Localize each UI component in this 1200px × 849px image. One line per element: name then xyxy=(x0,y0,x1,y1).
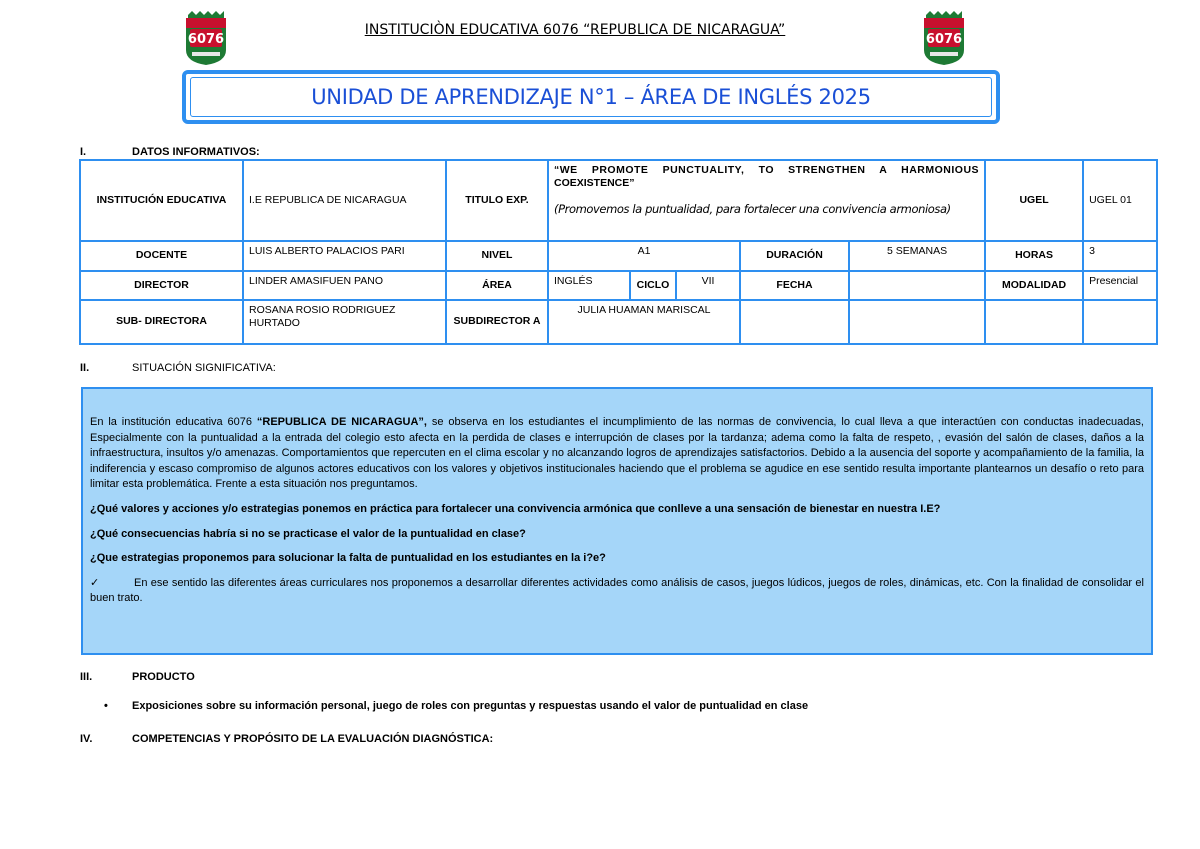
question-1: ¿Qué valores y acciones y/o estrategias ponemos en práctica para fortalecer una convivencia armónica que conlleve a una sensación de bienestar en nuestra I.E? xyxy=(90,503,941,516)
horas-label: HORAS xyxy=(985,241,1083,271)
fecha-value xyxy=(849,271,985,300)
institucion-label: INSTITUCIÓN EDUCATIVA xyxy=(80,160,243,241)
section-title: COMPETENCIAS Y PROPÓSITO DE LA EVALUACIÓN DIAGNÓSTICA: xyxy=(132,733,494,745)
section-number: II. xyxy=(80,362,90,374)
subdirectora2-value: JULIA HUAMAN MARISCAL xyxy=(548,300,740,344)
unit-banner xyxy=(182,70,1000,124)
situacion-intro: En la institución educativa 6076 xyxy=(90,416,257,428)
subdirectora2-label: SUBDIRECTOR A xyxy=(446,300,548,344)
duracion-label: DURACIÓN xyxy=(740,241,849,271)
empty-cell xyxy=(849,300,985,344)
question-3: ¿Que estrategias proponemos para solucionar la falta de puntualidad en los estudiantes en la i?e? xyxy=(90,552,606,565)
empty-cell xyxy=(1083,300,1157,344)
situacion-text xyxy=(90,415,1144,493)
bullet-icon: • xyxy=(104,700,108,712)
section-number: IV. xyxy=(80,733,93,745)
empty-cell xyxy=(740,300,849,344)
producto-item xyxy=(104,700,808,712)
table-row xyxy=(80,271,1157,300)
closing-body: En ese sentido las diferentes áreas curriculares nos proponemos a desarrollar diferentes actividades como análisis de casos, juegos lúdicos, juegos de roles, dinámicas, etc. Con la finalidad de consolidar el buen trato. xyxy=(90,576,1144,605)
director-value: LINDER AMASIFUEN PANO xyxy=(243,271,446,300)
titulo-label: TITULO EXP. xyxy=(446,160,548,241)
nivel-label: NIVEL xyxy=(446,241,548,271)
titulo-main-line2: COEXISTENCE” xyxy=(554,177,635,190)
subdirectora-value: ROSANA ROSIO RODRIGUEZ HURTADO xyxy=(243,300,446,344)
section-1-heading xyxy=(80,146,260,158)
closing-text xyxy=(90,576,1144,607)
section-number: I. xyxy=(80,146,87,158)
table-row xyxy=(80,241,1157,271)
situacion-body: se observa en los estudiantes el incumplimiento de las normas de convivencia, lo cual lleva a que interactúen con conductas inadecuadas, Especialmente con la puntualidad a la entrada del colegio esto afecta en la perdida de clases e interrupción de clases por la tardanza; adema como la falta de respeto, , evasión del salón de clases, daños a la infraestructura, insultos y/o amenazas. Comportamientos que repercuten en el clima escolar y no alcanzando logros de aprendizajes satisfactorios. Debido a la ausencia del soporte y acompañamiento de la familia, la indiferencia y escaso compromiso de algunos actores educativos con los valores y objetivos institucionales haciendo que el problema se agudice en ese sentido resulta importante plantearnos un desafío o reto para limitar esta problemática. Frente a esta situación nos preguntamos. xyxy=(90,416,1144,491)
titulo-subtitle: (Promovemos la puntualidad, para fortalecer una convivencia armoniosa) xyxy=(554,202,951,217)
section-title: PRODUCTO xyxy=(132,671,195,683)
question-2: ¿Qué consecuencias habría si no se practicase el valor de la puntualidad en clase? xyxy=(90,527,526,540)
section-title: DATOS INFORMATIVOS: xyxy=(132,146,260,158)
ugel-value: UGEL 01 xyxy=(1083,160,1157,241)
section-2-heading xyxy=(80,362,276,374)
section-3-heading xyxy=(80,671,195,683)
datos-informativos-table xyxy=(79,159,1158,345)
school-logo-right xyxy=(922,10,966,66)
checkmark-icon: ✓ xyxy=(90,576,100,589)
producto-text: Exposiciones sobre su información personal, juego de roles con preguntas y respuestas usando el valor de puntualidad en clase xyxy=(132,700,809,712)
titulo-cell xyxy=(548,160,985,241)
ugel-label: UGEL xyxy=(985,160,1083,241)
situacion-panel xyxy=(81,387,1153,655)
logo-number: 6076 xyxy=(187,32,225,47)
ciclo-label: CICLO xyxy=(630,271,676,300)
ciclo-value: VII xyxy=(676,271,740,300)
modalidad-label: MODALIDAD xyxy=(985,271,1083,300)
fecha-label: FECHA xyxy=(740,271,849,300)
section-4-heading xyxy=(80,733,493,745)
duracion-value: 5 SEMANAS xyxy=(849,241,985,271)
section-number: III. xyxy=(80,671,93,683)
empty-cell xyxy=(985,300,1083,344)
director-label: DIRECTOR xyxy=(80,271,243,300)
section-title: SITUACIÓN SIGNIFICATIVA: xyxy=(132,362,276,374)
unit-banner-inner xyxy=(190,77,992,117)
table-row xyxy=(80,160,1157,241)
institucion-value: I.E REPUBLICA DE NICARAGUA xyxy=(243,160,446,241)
nivel-value: A1 xyxy=(548,241,740,271)
unit-banner-title: UNIDAD DE APRENDIZAJE N°1 – ÁREA DE INGLÉS 2025 xyxy=(311,85,871,109)
horas-value: 3 xyxy=(1083,241,1157,271)
modalidad-value: Presencial xyxy=(1083,271,1157,300)
docente-label: DOCENTE xyxy=(80,241,243,271)
institution-title: INSTITUCIÒN EDUCATIVA 6076 “REPUBLICA DE NICARAGUA” xyxy=(364,22,786,38)
titulo-main-line1: “WE PROMOTE PUNCTUALITY, TO STRENGTHEN A HARMONIOUS xyxy=(554,164,980,176)
school-logo-left xyxy=(184,10,228,66)
area-label: ÁREA xyxy=(446,271,548,300)
table-row xyxy=(80,300,1157,344)
situacion-institution-name: “REPUBLICA DE NICARAGUA”, xyxy=(256,416,427,428)
logo-number: 6076 xyxy=(925,32,963,47)
docente-value: LUIS ALBERTO PALACIOS PARI xyxy=(243,241,446,271)
area-value: INGLÉS xyxy=(548,271,630,300)
subdirectora-label: SUB- DIRECTORA xyxy=(80,300,243,344)
